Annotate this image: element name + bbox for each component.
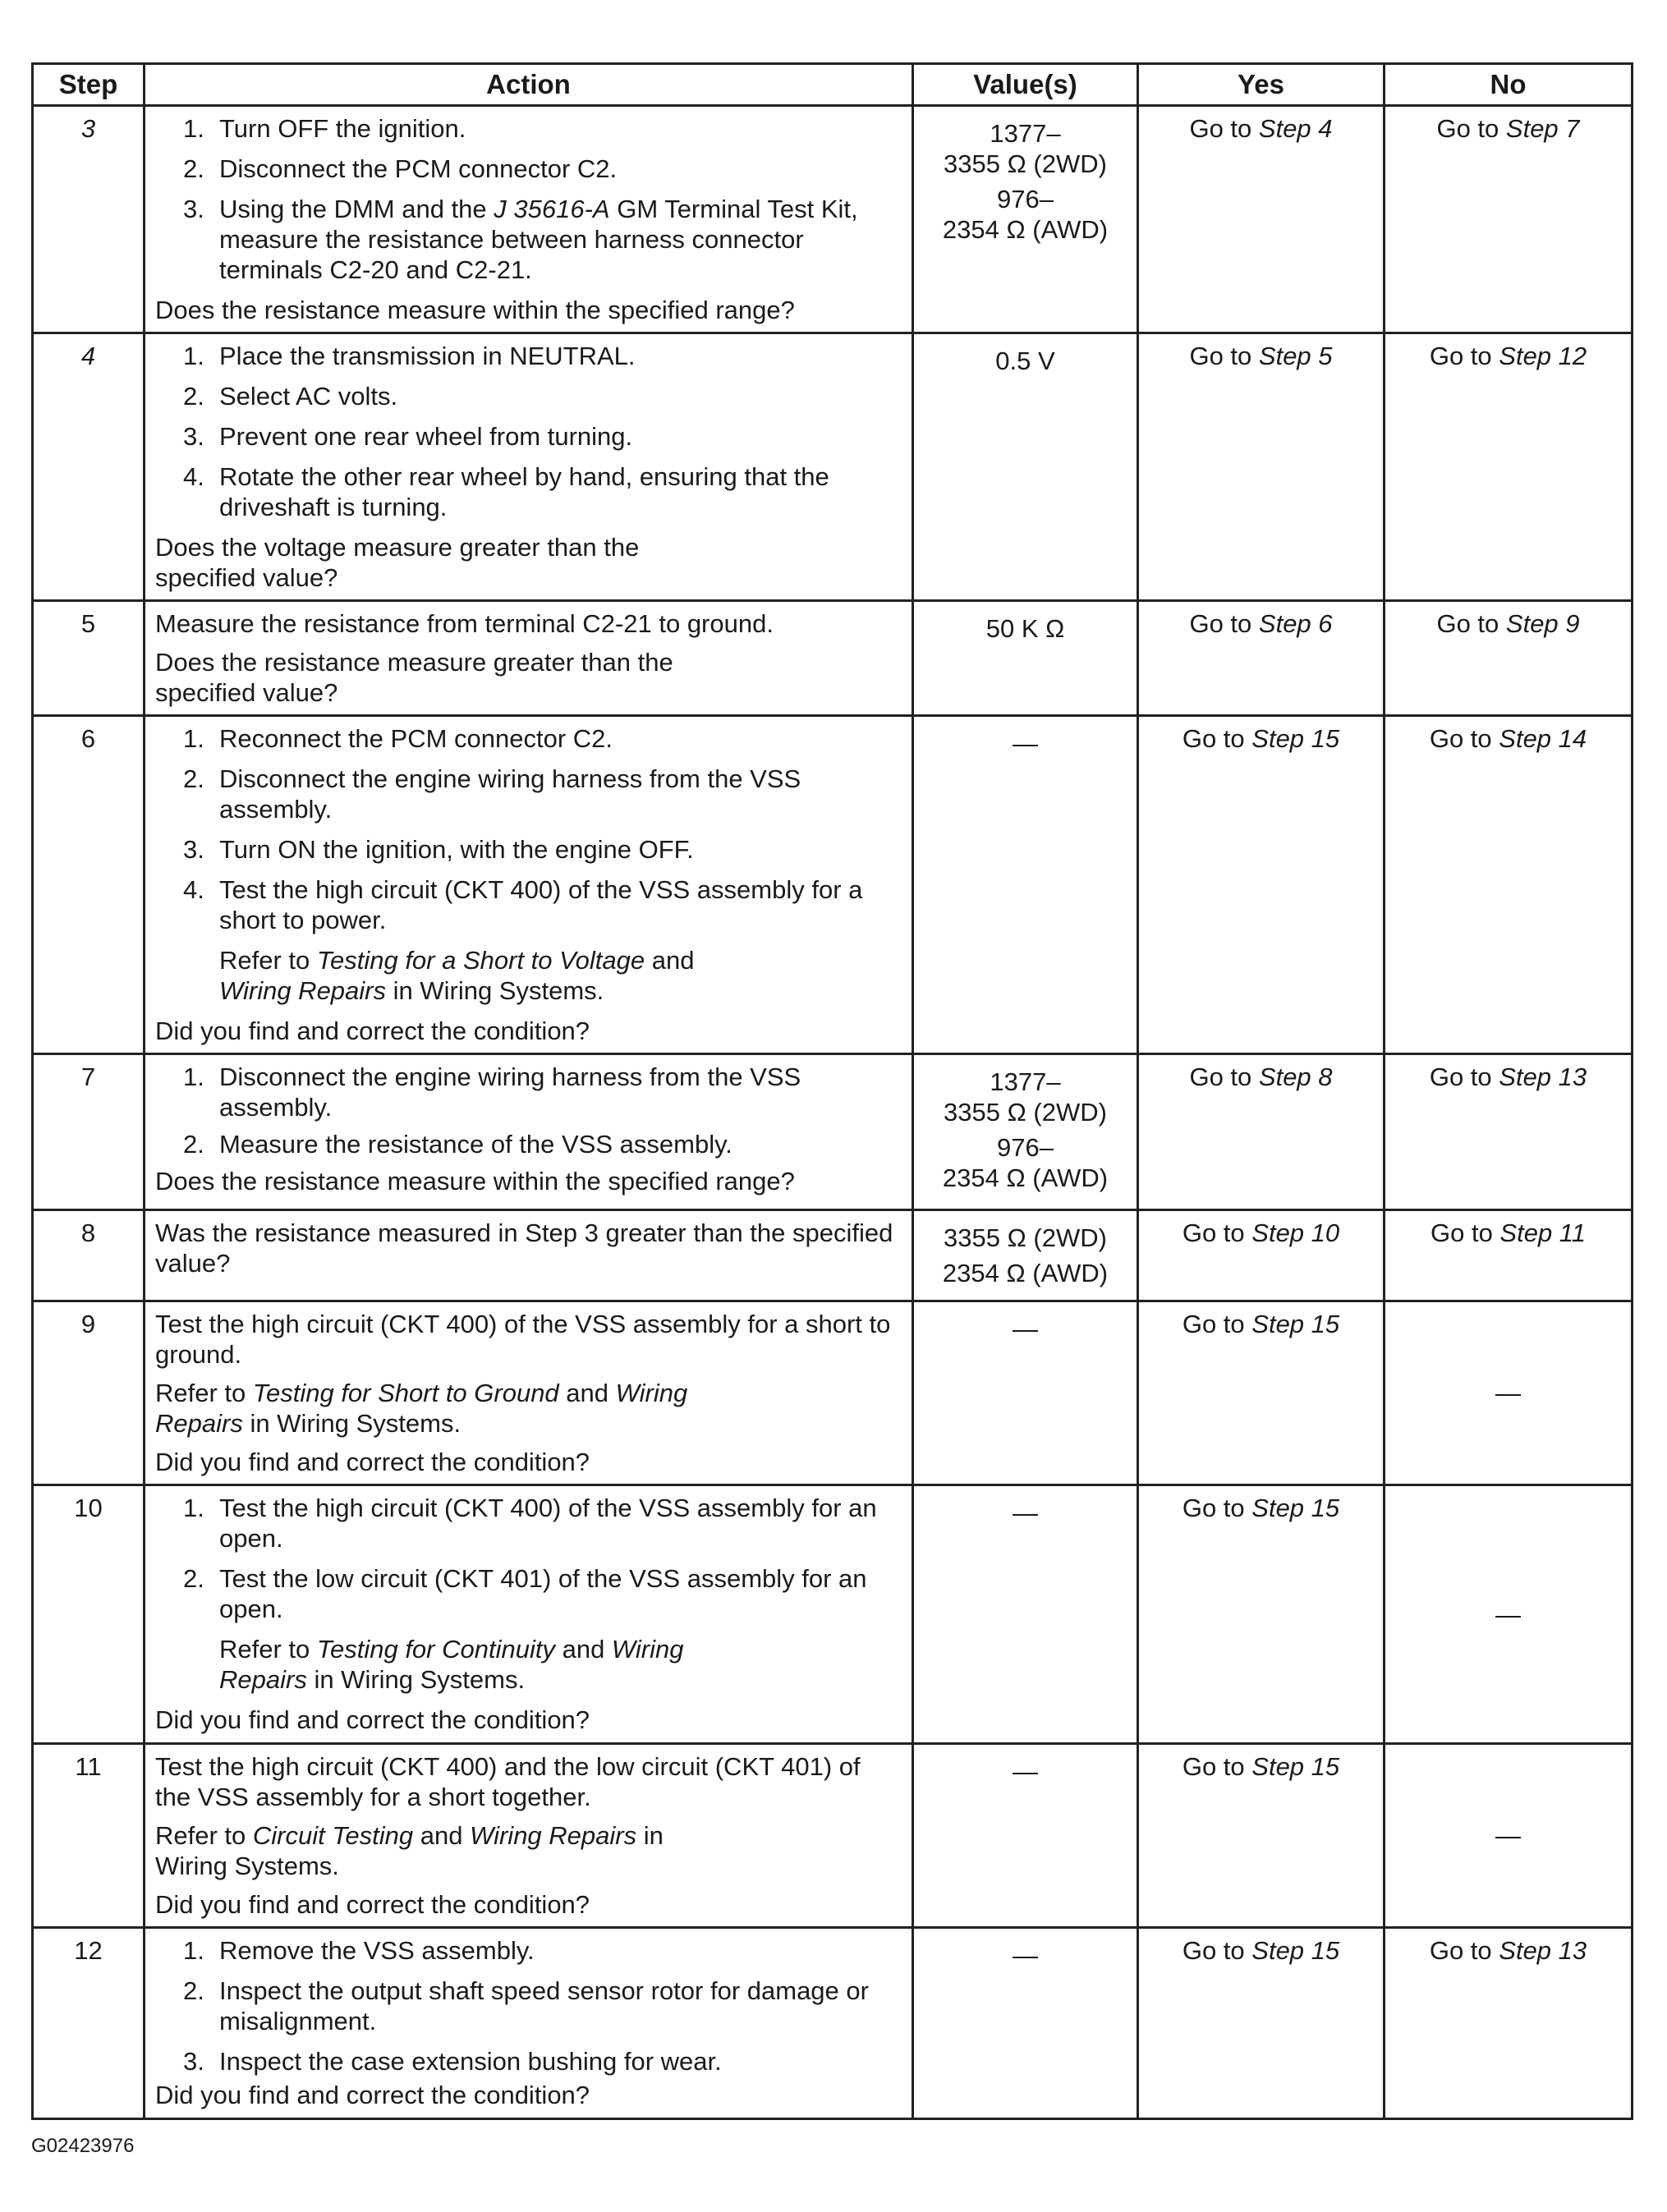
list-item: 1. Turn OFF the ignition.	[183, 114, 466, 143]
list-item: 1. Remove the VSS assembly.	[183, 1936, 535, 1965]
value-cell: —	[913, 1301, 1138, 1485]
no-cell: —	[1385, 1301, 1633, 1485]
list-item: 1. Test the high circuit (CKT 400) of the VSS assembly for an open.	[183, 1494, 877, 1553]
list-item: 1. Reconnect the PCM connector C2.	[183, 724, 613, 753]
yes-cell: Go to Step 6	[1138, 601, 1385, 716]
yes-cell: Go to Step 15	[1138, 1485, 1385, 1744]
question-text: Did you find and correct the condition?	[155, 1890, 590, 1919]
list-item: 3. Prevent one rear wheel from turning.	[183, 422, 633, 451]
question-text: Does the resistance measure within the specified range?	[155, 296, 795, 324]
no-cell: Go to Step 12	[1385, 333, 1633, 601]
table-row	[33, 716, 1633, 1054]
list-item: 2. Measure the resistance of the VSS assembly.	[183, 1130, 732, 1159]
question-text: Does the resistance measure greater than the specified value?	[155, 648, 673, 707]
step-number: 5	[33, 601, 145, 716]
step-number: 4	[33, 333, 145, 601]
lead-text: Measure the resistance from terminal C2-21 to ground.	[155, 609, 774, 638]
question-text: Does the resistance measure within the specified range?	[155, 1167, 795, 1195]
step-number: 9	[33, 1301, 145, 1485]
yes-cell: Go to Step 10	[1138, 1210, 1385, 1301]
list-item: 2. Select AC volts.	[183, 382, 398, 411]
question-text: Did you find and correct the condition?	[155, 2081, 590, 2109]
value-cell: 1377– 3355 Ω (2WD) 976– 2354 Ω (AWD)	[913, 1054, 1138, 1210]
yes-cell: Go to Step 5	[1138, 333, 1385, 601]
action-cell	[145, 1054, 913, 1210]
header-action: Action	[145, 64, 913, 106]
list-item: 3. Using the DMM and the J 35616-A GM Terminal Test Kit, measure the resistance between harness connector terminals C2-20 and C2-21.	[183, 195, 858, 284]
list-item: 3. Inspect the case extension bushing for wear.	[183, 2047, 722, 2076]
yes-cell: Go to Step 15	[1138, 1744, 1385, 1928]
no-cell: Go to Step 9	[1385, 601, 1633, 716]
table-row	[33, 1054, 1633, 1210]
yes-cell: Go to Step 15	[1138, 1301, 1385, 1485]
list-item: 4. Rotate the other rear wheel by hand, ensuring that the driveshaft is turning.	[183, 462, 829, 521]
table-row	[33, 1485, 1633, 1744]
question-text: Does the voltage measure greater than the specified value?	[155, 533, 640, 592]
action-cell	[145, 1744, 913, 1928]
header-yes: Yes	[1138, 64, 1385, 106]
no-cell: Go to Step 13	[1385, 1928, 1633, 2119]
table-header-row	[33, 64, 1633, 106]
action-cell	[145, 333, 913, 601]
list-item: 2. Inspect the output shaft speed sensor rotor for damage or misalignment.	[183, 1976, 869, 2035]
list-item: 2. Disconnect the engine wiring harness from the VSS assembly.	[183, 764, 801, 824]
question-text: Did you find and correct the condition?	[155, 1705, 590, 1734]
refer-text: Refer to Testing for Continuity and Wiring Repairs in Wiring Systems.	[219, 1635, 684, 1694]
table-row	[33, 333, 1633, 601]
list-item: 1. Place the transmission in NEUTRAL.	[183, 342, 636, 370]
list-item: 2. Test the low circuit (CKT 401) of the VSS assembly for an open.	[183, 1564, 867, 1623]
list-item: 2. Disconnect the PCM connector C2.	[183, 154, 618, 183]
action-cell	[145, 1301, 913, 1485]
action-cell	[145, 106, 913, 333]
value-cell: —	[913, 1928, 1138, 2119]
step-number: 8	[33, 1210, 145, 1301]
diagnostic-table	[31, 62, 1633, 2120]
action-cell	[145, 716, 913, 1054]
refer-text: Refer to Circuit Testing and Wiring Repairs in Wiring Systems.	[155, 1821, 664, 1880]
step-number: 3	[33, 106, 145, 333]
table-row	[33, 601, 1633, 716]
table-row	[33, 1928, 1633, 2119]
step-number: 11	[33, 1744, 145, 1928]
value-cell: 0.5 V	[913, 333, 1138, 601]
value-cell: 50 K Ω	[913, 601, 1138, 716]
step-number: 6	[33, 716, 145, 1054]
yes-cell: Go to Step 8	[1138, 1054, 1385, 1210]
value-cell: 3355 Ω (2WD) 2354 Ω (AWD)	[913, 1210, 1138, 1301]
no-cell: Go to Step 11	[1385, 1210, 1633, 1301]
yes-cell: Go to Step 4	[1138, 106, 1385, 333]
no-cell: Go to Step 14	[1385, 716, 1633, 1054]
refer-text: Refer to Testing for Short to Ground and Wiring Repairs in Wiring Systems.	[155, 1379, 688, 1438]
table-row	[33, 106, 1633, 333]
step-number: 12	[33, 1928, 145, 2119]
action-cell	[145, 601, 913, 716]
no-cell: —	[1385, 1485, 1633, 1744]
lead-text: Was the resistance measured in Step 3 greater than the specified value?	[155, 1218, 893, 1278]
table-row	[33, 1744, 1633, 1928]
yes-cell: Go to Step 15	[1138, 716, 1385, 1054]
table-row	[33, 1210, 1633, 1301]
no-cell: Go to Step 13	[1385, 1054, 1633, 1210]
action-cell	[145, 1928, 913, 2119]
header-step: Step	[33, 64, 145, 106]
action-cell	[145, 1210, 913, 1301]
lead-text: Test the high circuit (CKT 400) and the low circuit (CKT 401) of the VSS assembly for a short together.	[155, 1752, 861, 1811]
action-cell	[145, 1485, 913, 1744]
list-item: 4. Test the high circuit (CKT 400) of the VSS assembly for a short to power.	[183, 875, 863, 934]
header-values: Value(s)	[913, 64, 1138, 106]
no-cell: —	[1385, 1744, 1633, 1928]
step-number: 7	[33, 1054, 145, 1210]
header-no: No	[1385, 64, 1633, 106]
list-item: 3. Turn ON the ignition, with the engine OFF.	[183, 835, 694, 864]
lead-text: Test the high circuit (CKT 400) of the VSS assembly for a short to ground.	[155, 1310, 891, 1369]
value-cell: —	[913, 716, 1138, 1054]
refer-text: Refer to Testing for a Short to Voltage and Wiring Repairs in Wiring Systems.	[219, 946, 695, 1005]
step-number: 10	[33, 1485, 145, 1744]
table-row	[33, 1301, 1633, 1485]
question-text: Did you find and correct the condition?	[155, 1448, 590, 1476]
question-text: Did you find and correct the condition?	[155, 1017, 590, 1045]
figure-code: G02423976	[31, 2135, 135, 2157]
value-cell: 1377– 3355 Ω (2WD) 976– 2354 Ω (AWD)	[913, 106, 1138, 333]
value-cell: —	[913, 1744, 1138, 1928]
yes-cell: Go to Step 15	[1138, 1928, 1385, 2119]
value-cell: —	[913, 1485, 1138, 1744]
no-cell: Go to Step 7	[1385, 106, 1633, 333]
list-item: 1. Disconnect the engine wiring harness from the VSS assembly.	[183, 1062, 801, 1122]
